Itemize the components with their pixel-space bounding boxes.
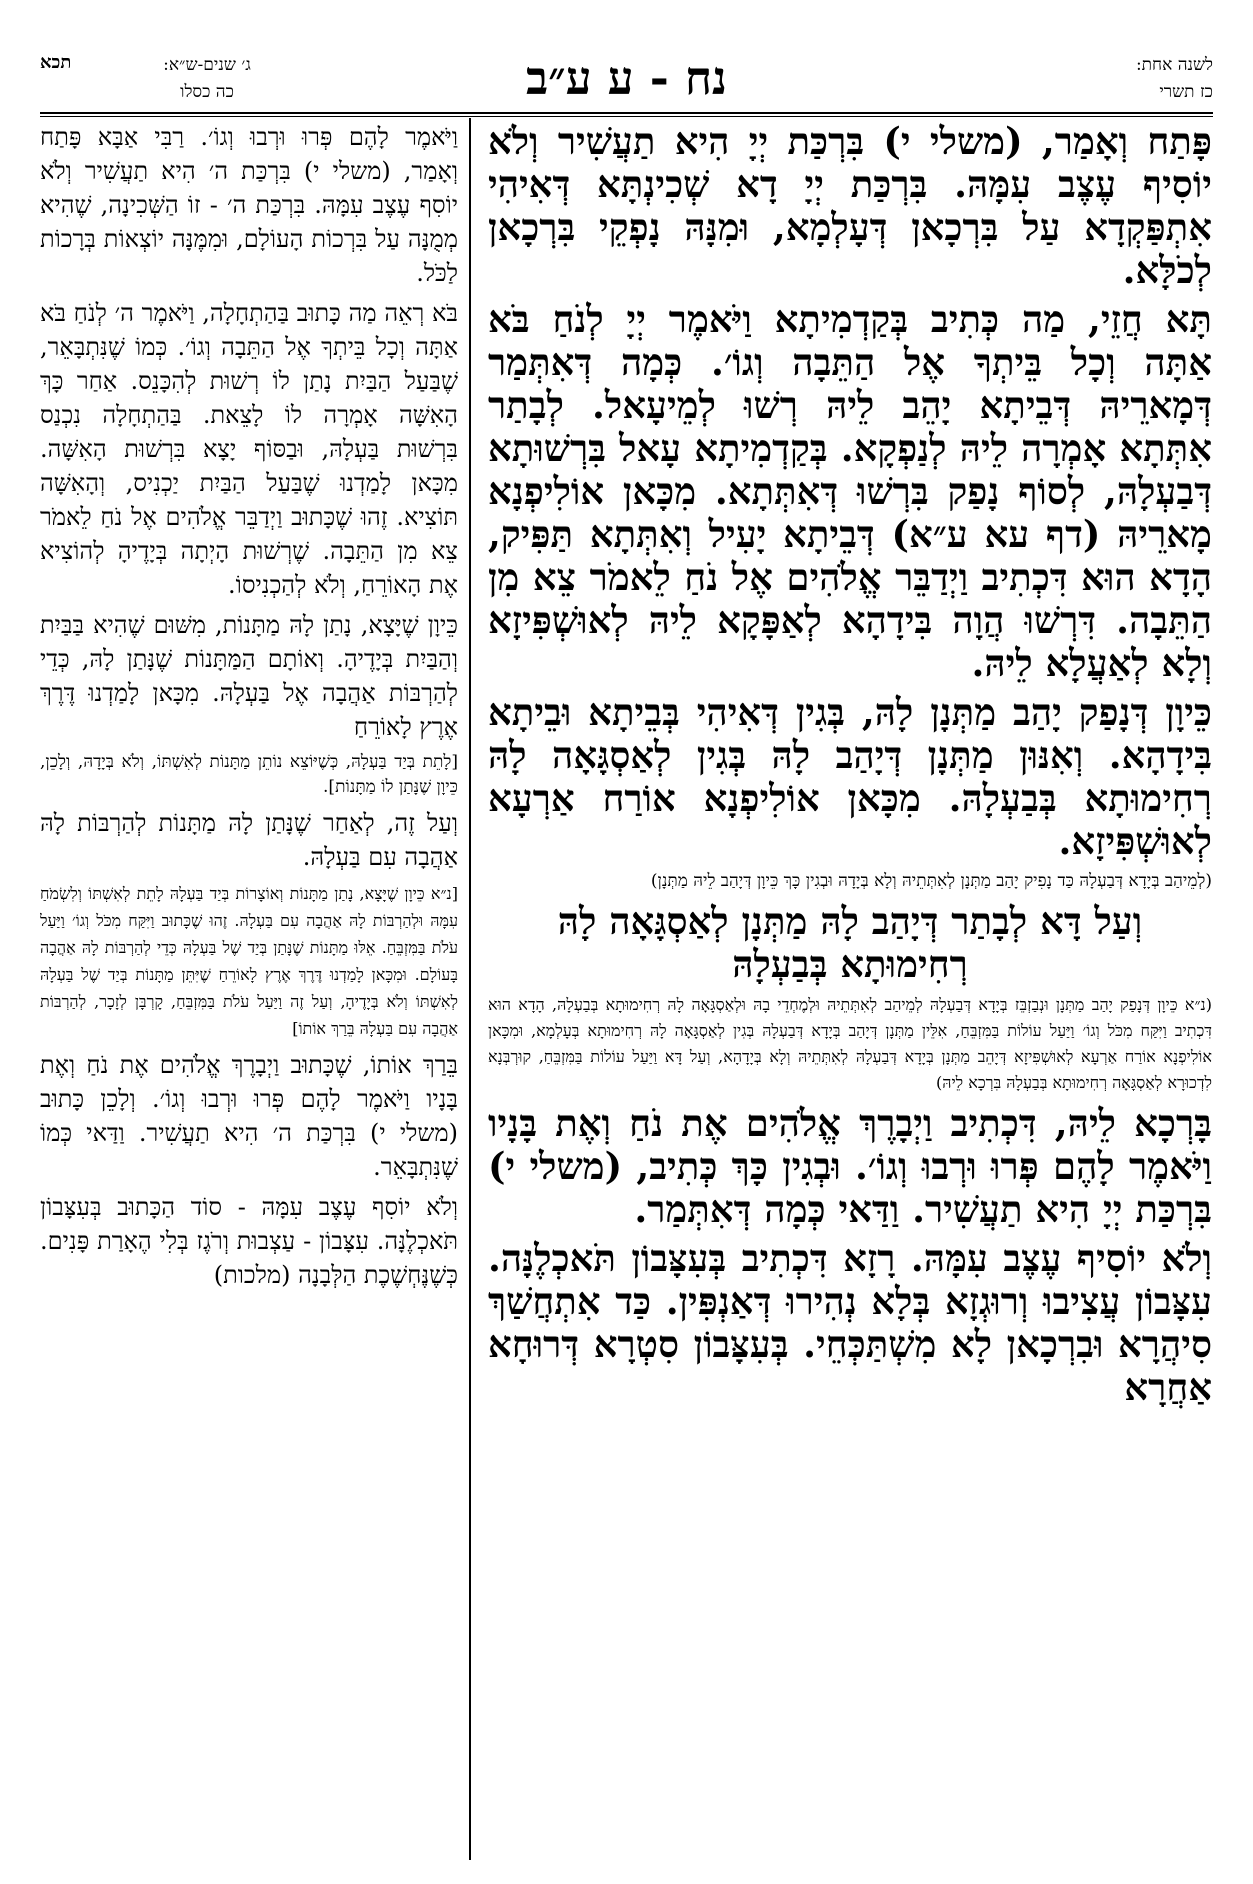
translation-paragraph: וַיֹּאמֶר לָהֶם פְּרוּ וּרְבוּ וְגוֹ׳. רַבִּי אַבָּא פָּתַח וְאָמַר, (משלי י) בִּרְכַּת ה׳ הִיא תַעֲשִׁיר וְלֹא יוֹסִף עֶצֶב עִמָּהּ. בִּרְכַּת ה׳ - זוֹ הַשְּׁכִינָה, שֶׁהִיא מְמֻנָּה עַל בִּרְכוֹת הָעוֹלָם, וּמִמֶּנָּה יוֹצְאוֹת בְּרָכוֹת לַכֹּל. xyxy=(40,123,458,287)
main-paragraph: כֵּיוָן דְּנָפַק יָהַב מַתְּנָן לָהּ, בְּגִין דְּאִיהִי בְּבֵיתָא וּבֵיתָא בִּידָהָא. וְאִנּוּן מַתְּנָן דְּיָהַב לָהּ בְּגִין לְאַסְגָּאָה לָהּ רְחִימוּתָא בְּבַעְלָהּ. מִכָּאן אוֹלִיפְנָא אוֹרַח אַרְעָא לְאוּשְׁפִּיזָא. xyxy=(488,690,1212,863)
main-paragraph: פָּתַח וְאָמַר, (משלי י) בִּרְכַּת יְיָ הִיא תַעֲשִׁיר וְלֹא יוֹסִיף עֶצֶב עִמָּהּ. בִּרְכַּת יְיָ דָא שְׁכִינְתָּא דְּאִיהִי אִתְפַּקְדָא עַל בִּרְכָאן דְּעָלְמָא, וּמִנָּהּ נָפְקֵי בִּרְכָאן לְכֹלָּא. xyxy=(488,120,1212,292)
header-date-one-year: כז תשרי xyxy=(1159,82,1213,102)
header-schedule-one-year: לשנה אחת: xyxy=(1135,55,1213,75)
main-paragraph: וְלֹא יוֹסִיף עֶצֶב עִמָּהּ. רָזָא דִּכְתִיב בְּעִצָּבוֹן תֹּאכְלֶנָּה. עִצָּבוֹן עֲצִיבוּ וְרוּגְזָא בְּלָא נְהִירוּ דְּאַנְפִּין. כַּד אִתְחֲשַׁךְ סִיהֲרָא וּבִרְכָאן לָא מִשְׁתַּכְּחֵי. בְּעִצָּבוֹן סִטְרָא דְּרוּחָא אַחֲרָא xyxy=(488,1236,1212,1409)
header-left-info xyxy=(102,52,312,106)
header-date-three-years: כה כסלו xyxy=(180,82,234,102)
header-rule xyxy=(40,112,1213,114)
translation-paragraph: כֵּיוָן שֶׁיָּצָא, נָתַן לָהּ מַתָּנוֹת, מִשּׁוּם שֶׁהִיא בַּבַּיִת וְהַבַּיִת בְּיָדֶיהָ. וְאוֹתָם הַמַּתָּנוֹת שֶׁנָּתַן לָהּ, כְּדֵי לְהַרְבּוֹת אַהֲבָה אֶל בַּעְלָהּ. מִכָּאן לָמַדְנוּ דֶּרֶךְ אֶרֶץ לָאוֹרֵחַ xyxy=(40,611,458,741)
main-paragraph: בָּרְכָא לֵיהּ, דִּכְתִיב וַיְבָרֶךְ אֱלֹהִים אֶת נֹחַ וְאֶת בָּנָיו וַיֹּאמֶר לָהֶם פְּרוּ וּרְבוּ וְגוֹ׳. וּבְגִין כָּךְ כְּתִיב, (משלי י) בִּרְכַּת יְיָ הִיא תַעֲשִׁיר. וַדַּאי כְּמָה דְּאִתְּמַר. xyxy=(488,1101,1212,1231)
translation-paragraph: וְלֹא יוֹסִף עֶצֶב עִמָּהּ - סוֹד הַכָּתוּב בְּעִצָּבוֹן תֹּאכְלֶנָּה. עִצָּבוֹן - עַצְבוּת וְרֹגֶז בְּלִי הֶאָרַת פָּנִים. כְּשֶׁנֶּחְשֶׁכֶת הַלְּבָנָה (מלכות) xyxy=(40,1193,458,1289)
main-centered-line: וְעַל דָּא לְבָתַר דְּיָהַב לָהּ מַתְּנָן לְאַסְגָּאָה לָהּ רְחִימוּתָא בְּבַעְלָהּ xyxy=(557,899,1143,986)
main-paragraph: תָּא חֲזֵי, מַה כְּתִיב בְּקַדְמִיתָא וַיֹּאמֶר יְיָ לְנֹחַ בֹּא אַתָּה וְכָל בֵּיתְךָ אֶל הַתֵּבָה וְגוֹ׳. כְּמָה דְּאִתְּמַר דְּמָארֵיהּ דְּבֵיתָא יָהֵב לֵיהּ רְשׁוּ לְמֵיעָאל. לְבָתַר אִתְּתָא אָמְרָה לֵיהּ לְנַפְקָא. בְּקַדְמִיתָא עָאל בִּרְשׁוּתָא דְּבַעְלָהּ, לְסוֹף נָפַק בִּרְשׁוּ דְּאִתְּתָא. מִכָּאן אוֹלִיפְנָא מָארֵיהּ (דף עא ע״א) דְּבֵיתָא יָעִיל וְאִתְּתָא תַּפִּיק, הָדָא הוּא דִּכְתִיב וַיְדַבֵּר אֱלֹהִים אֶל נֹחַ לֵאמֹר צֵא מִן הַתֵּבָה. דִּרְשׁוּ הֲוָה בִּידָהָא לְאַפָּקָא לֵיהּ לְאוּשְׁפִּיזָא וְלָא לְאַעֲלָא לֵיהּ. xyxy=(488,297,1212,685)
header-rule-thin xyxy=(40,116,1213,117)
translation-variant-note: [נ״א כֵּיוָן שֶׁיָּצָא, נָתַן מַתָּנוֹת וְאוֹצָרוֹת בְּיַד בַּעְלָהּ לָתֵת לְאִשְׁתּוֹ וְלִשְׂמֹחַ עִמָּהּ וּלְהַרְבּוֹת לָהּ אַהֲבָה עִם בַּעְלָהּ. זֶהוּ שֶׁכָּתוּב וַיִּקַּח מִכֹּל וְגוֹ׳ וַיַּעַל עֹלֹת בַּמִּזְבֵּחַ. אֵלּוּ מַתָּנוֹת שֶׁנָּתַן בְּיַד שֶׁל בַּעְלָהּ כְּדֵי לְהַרְבּוֹת לָהּ אַהֲבָה בָּעוֹלָם. וּמִכָּאן לָמַדְנוּ דֶּרֶךְ אֶרֶץ לָאוֹרֵחַ שֶׁיִּתֵּן מַתָּנוֹת בְּיַד שֶׁל בַּעְלָהּ לְאִשְׁתּוֹ וְלֹא בְּיָדֶיהָ, וְעַל זֶה וַיַּעַל עֹלֹת בַּמִּזְבֵּחַ, קָרְבָּן לְזָכָר, לְהַרְבּוֹת אַהֲבָה עִם בַּעְלָהּ בֵּרַךְ אוֹתוֹ] xyxy=(40,884,458,1038)
header-schedule-three-years: ג׳ שנים-ש״א: xyxy=(163,55,251,75)
translation-paragraph: בֹּא רְאֵה מַה כָּתוּב בַּהַתְחָלָה, וַיֹּאמֶר ה׳ לְנֹחַ בֹּא אַתָּה וְכָל בֵּיתְךָ אֶל הַתֵּבָה וְגוֹ׳. כְּמוֹ שֶׁנִּתְבָּאֵר, שֶׁבַּעַל הַבַּיִת נָתַן לוֹ רְשׁוּת לְהִכָּנֵס. אַחַר כָּךְ הָאִשָּׁה אָמְרָה לוֹ לָצֵאת. בַּהַתְחָלָה נִכְנַס בִּרְשׁוּת בַּעְלָהּ, וּבַסּוֹף יָצָא בִּרְשׁוּת הָאִשָּׁה. מִכָּאן לָמַדְנוּ שֶׁבַּעַל הַבַּיִת יַכְנִיס, וְהָאִשָּׁה תּוֹצִיא. זֶהוּ שֶׁכָּתוּב וַיְדַבֵּר אֱלֹהִים אֶל נֹחַ לֵאמֹר צֵא מִן הַתֵּבָה. שֶׁרְשׁוּת הָיְתָה בְּיָדֶיהָ לְהוֹצִיא אֶת הָאוֹרֵחַ, וְלֹא לְהַכְנִיסוֹ. xyxy=(40,299,458,599)
translation-paragraph: וְעַל זֶה, לְאַחַר שֶׁנָּתַן לָהּ מַתָּנוֹת לְהַרְבּוֹת לָהּ אַהֲבָה עִם בַּעְלָהּ. xyxy=(40,809,458,871)
main-variant-note: (נ״א כֵּיוָן דְּנָפַק יָהַב מַתְּנָן וּנְבַזְבֵּז בְּיָדָא דְּבַעְלָהּ לְמֵיהַב לְאִתְּתֵיהּ וּלְמֶחְדֵי בָהּ וּלְאַסְגָּאָה לָהּ רְחִימוּתָא בְּבַעְלָהּ, הָדָא הוּא דִּכְתִיב וַיִּקַּח מִכֹּל וְגוֹ׳ וַיַּעַל עוֹלוֹת בַּמִּזְבֵּחַ, אִלֵּין מַתְּנָן דְּיָהַב בְּיָדָא דְּבַעְלָהּ בְּגִין לְאַסְגָּאָה לָהּ רְחִימוּתָא בְּעָלְמָא, וּמִכָּאן אוֹלִיפְנָא אוֹרַח אַרְעָא לְאוּשְׁפִּיזָא דְּיָהֵב מַתְּנָן בְּיָדָא דְּבַעְלָהּ לְאִתְּתֵיהּ וְלָא בְּיָדָהָא, וְעַל דָּא וַיַּעַל עוֹלוֹת בַּמִּזְבֵּחַ, קוּרְבְּנָא לִדְכוּרָא לְאַסְגָּאָה רְחִימוּתָא בְּבַעְלָהּ בִּרְכָא לֵיהּ) xyxy=(488,995,1212,1092)
page-number: תכא xyxy=(40,52,72,73)
column-divider xyxy=(469,118,471,1860)
translation-column xyxy=(40,120,458,1860)
page-header xyxy=(40,52,1213,110)
translation-paragraph: בֵּרַךְ אוֹתוֹ, שֶׁכָּתוּב וַיְבָרֶךְ אֱלֹהִים אֶת נֹחַ וְאֶת בָּנָיו וַיֹּאמֶר לָהֶם פְּרוּ וּרְבוּ וְגוֹ׳. וְלָכֵן כָּתוּב (משלי י) בִּרְכַּת ה׳ הִיא תַעֲשִׁיר. וַדַּאי כְּמוֹ שֶׁנִּתְבָּאֵר. xyxy=(40,1051,458,1181)
page-title: נח - ע ע״ב xyxy=(525,51,728,105)
main-inline-note: (לְמֵיהַב בְּיָדָא דְּבַעְלָהּ כַּד נָפִיק יָהַב מַתְּנָן לְאִתְּתֵיהּ וְלָא בְּיָדָהּ וּבְגִין כָּךְ כֵּיוָן דְּיָהַב לֵיהּ מַתְּנָן) xyxy=(650,871,1212,891)
translation-inline-note: [לָתֵת בְּיַד בַּעְלָהּ, כְּשֶׁיּוֹצֵא נוֹתֵן מַתָּנוֹת לְאִשְׁתּוֹ, וְלֹא בְּיָדָהּ, וְלָכֵן, כֵּיוָן שֶׁנָּתַן לוֹ מַתָּנוֹת]. xyxy=(40,752,458,797)
main-text-column xyxy=(488,120,1212,1860)
